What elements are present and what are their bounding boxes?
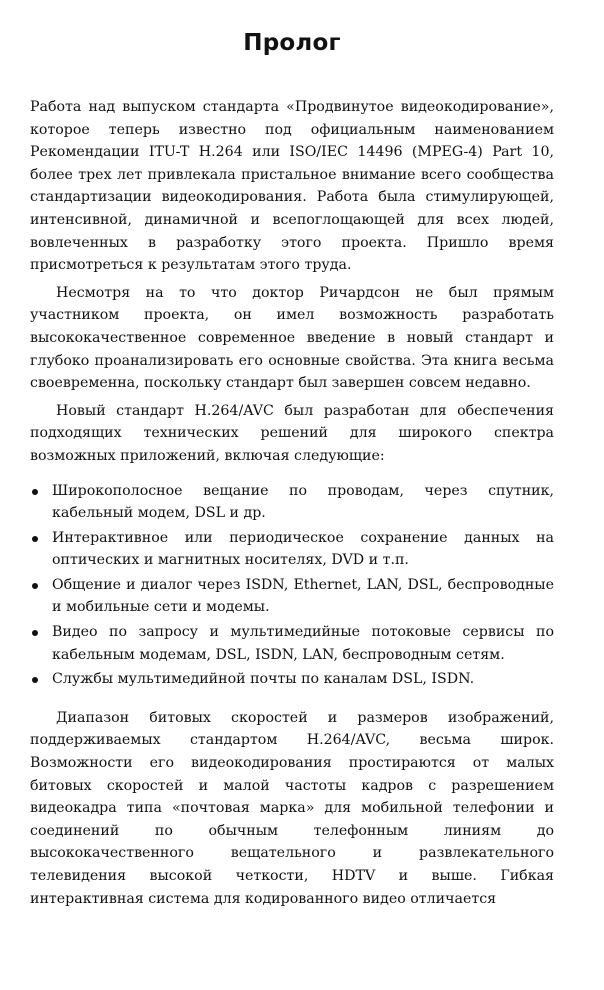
list-item-text: Видео по запросу и мультимедийные потоковые сервисы по кабельным модемам, DSL, ISDN, LAN, беспроводным сетям. [52, 624, 554, 663]
bullet-icon [32, 677, 38, 683]
applications-list [30, 480, 554, 691]
document-page [30, 28, 554, 915]
paragraph-intro: Работа над выпуском стандарта «Продвинутое видеокодирование», которое теперь известно под официальным наименованием Рекомендации ITU-T H.264 или ISO/IEC 14496 (MPEG-4) Part 10, более трех лет привлекала пристальное внимание всего сообщества стандартизации видеокодирования. Работа была стимулирующей, интенсивной, динамичной и всепоглощающей для всех людей, вовлеченных в разработку этого проекта. Пришло время присмотреться к результатам этого труда. [30, 99, 554, 274]
paragraph-applications: Новый стандарт H.264/AVC был разработан для обеспечения подходящих технических решений для широкого спектра возможных приложений, включая следующие: [30, 402, 554, 464]
list-item [30, 574, 554, 619]
list-item [30, 621, 554, 666]
page-title: Пролог [243, 30, 341, 56]
list-item [30, 668, 554, 691]
list-item-text: Службы мультимедийной почты по каналам DSL, ISDN. [52, 671, 475, 688]
list-item [30, 527, 554, 572]
bullet-icon [32, 630, 38, 636]
paragraph-richardson: Несмотря на то что доктор Ричардсон не был прямым участником проекта, он имел возможность разработать высококачественное современное введение в новый стандарт и глубоко проанализировать его основные свойства. Эта книга весьма своевременна, поскольку стандарт был завершен совсем недавно. [30, 284, 554, 392]
bullet-icon [32, 583, 38, 589]
document-body [30, 96, 554, 910]
bullet-icon [32, 489, 38, 495]
list-item [30, 480, 554, 525]
list-item-text: Общение и диалог через ISDN, Ethernet, LAN, DSL, беспроводные и мобильные сети и модемы. [52, 576, 554, 616]
bullet-icon [32, 536, 38, 542]
paragraph-bitrates: Диапазон битовых скоростей и размеров изображений, поддерживаемых стандартом H.264/AVC, весьма широк. Возможности его видеокодирования простираются от малых битовых скоростей и малой частоты кадров с разрешением видеокадра типа «почтовая марка» для мобильной телефонии и соединений по обычным телефонным линиям до высококачественного вещательного и развлекательного телевидения высокой четкости, HDTV и выше. Гибкая интерактивная система для кодированного видео отличается [30, 709, 554, 907]
list-item-text: Широкополосное вещание по проводам, через спутник, кабельный модем, DSL и др. [52, 482, 554, 522]
list-item-text: Интерактивное или периодическое сохранение данных на оптических и магнитных носителях, DVD и т.п. [52, 529, 554, 569]
